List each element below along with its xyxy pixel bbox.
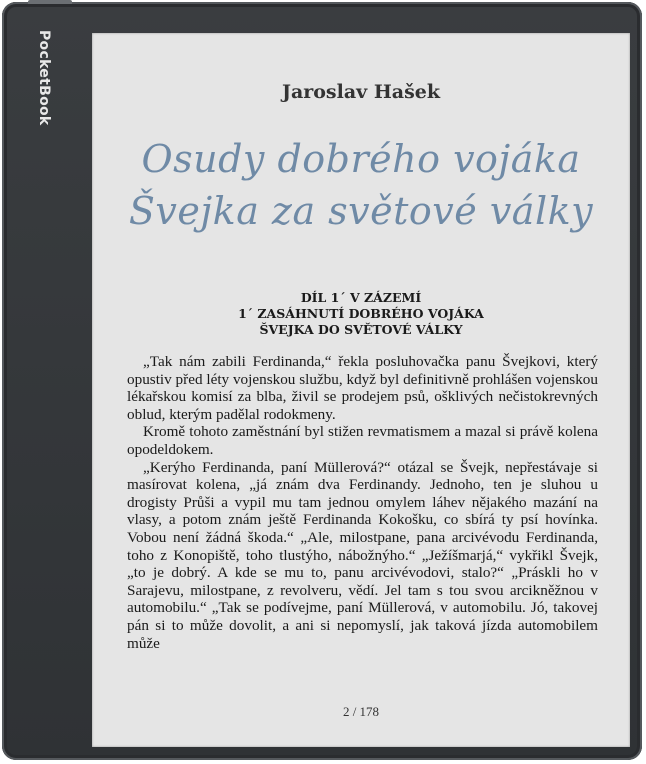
page-number: 2 / 178	[342, 704, 380, 719]
reader-page[interactable]	[92, 33, 630, 747]
book-author: Jaroslav Hašek	[281, 81, 441, 103]
chapter-heading-line-2: 1´ ZASÁHNUTÍ DOBRÉHO VOJÁKA	[238, 306, 484, 321]
book-body-text	[127, 353, 598, 683]
brand-logo: PocketBook	[36, 30, 52, 126]
book-title-line-2: Švejka za světové války	[128, 189, 594, 233]
chapter-heading	[92, 290, 630, 338]
chapter-heading-line-3: ŠVEJKA DO SVĚTOVÉ VÁLKY	[259, 322, 463, 337]
book-title-line-1: Osudy dobrého vojáka	[141, 137, 581, 181]
book-title	[92, 133, 630, 237]
ereader-device	[2, 2, 642, 760]
paragraph: Kromě tohoto zaměstnání byl stižen revmatismem a mazal si právě kolena opodeldokem.	[127, 423, 598, 458]
chapter-heading-line-1: DÍL 1´ V ZÁZEMÍ	[300, 290, 422, 305]
paragraph: „Tak nám zabili Ferdinanda,“ řekla posluhovačka panu Švejkovi, který opustiv před léty vojenskou službu, když byl definitivně prohlášen vojenskou lékařskou komisí za blba, živil se prodejem psů, ošklivých nečistokrevných oblud, kterým padělal rodokmeny.	[127, 353, 598, 423]
power-button[interactable]	[28, 0, 72, 4]
paragraph: „Kerýho Ferdinanda, paní Müllerová?“ otázal se Švejk, nepřestávaje si masírovat kolena, „já znám dva Ferdinandy. Jednoho, ten je sluhou u drogisty Průši a vypil mu tam jednou omylem láhev nějakého mazání na vlasy, a potom znám ještě Ferdinanda Kokošku, co sbírá ty psí hovínka. Vobou není žádná škoda.“ „Ale, milostpane, pana arcivévodu Ferdinanda, toho z Konopiště, toho tlustýho, nábožnýho.“ „Ježíšmarjá,“ vykřikl Švejk, „to je dobrý. A kde se mu to, panu arcivévodovi, stalo?“ „Práskli ho v Sarajevu, milostpane, z revolveru, vědí. Jel tam s tou svou arcikněžnou v automobilu.“ „Tak se podívejme, paní Müllerová, v automobilu. Jó, takovej pán si to může dovolit, a ani si nepomyslí, jak taková jízda automobilem může	[127, 458, 598, 652]
